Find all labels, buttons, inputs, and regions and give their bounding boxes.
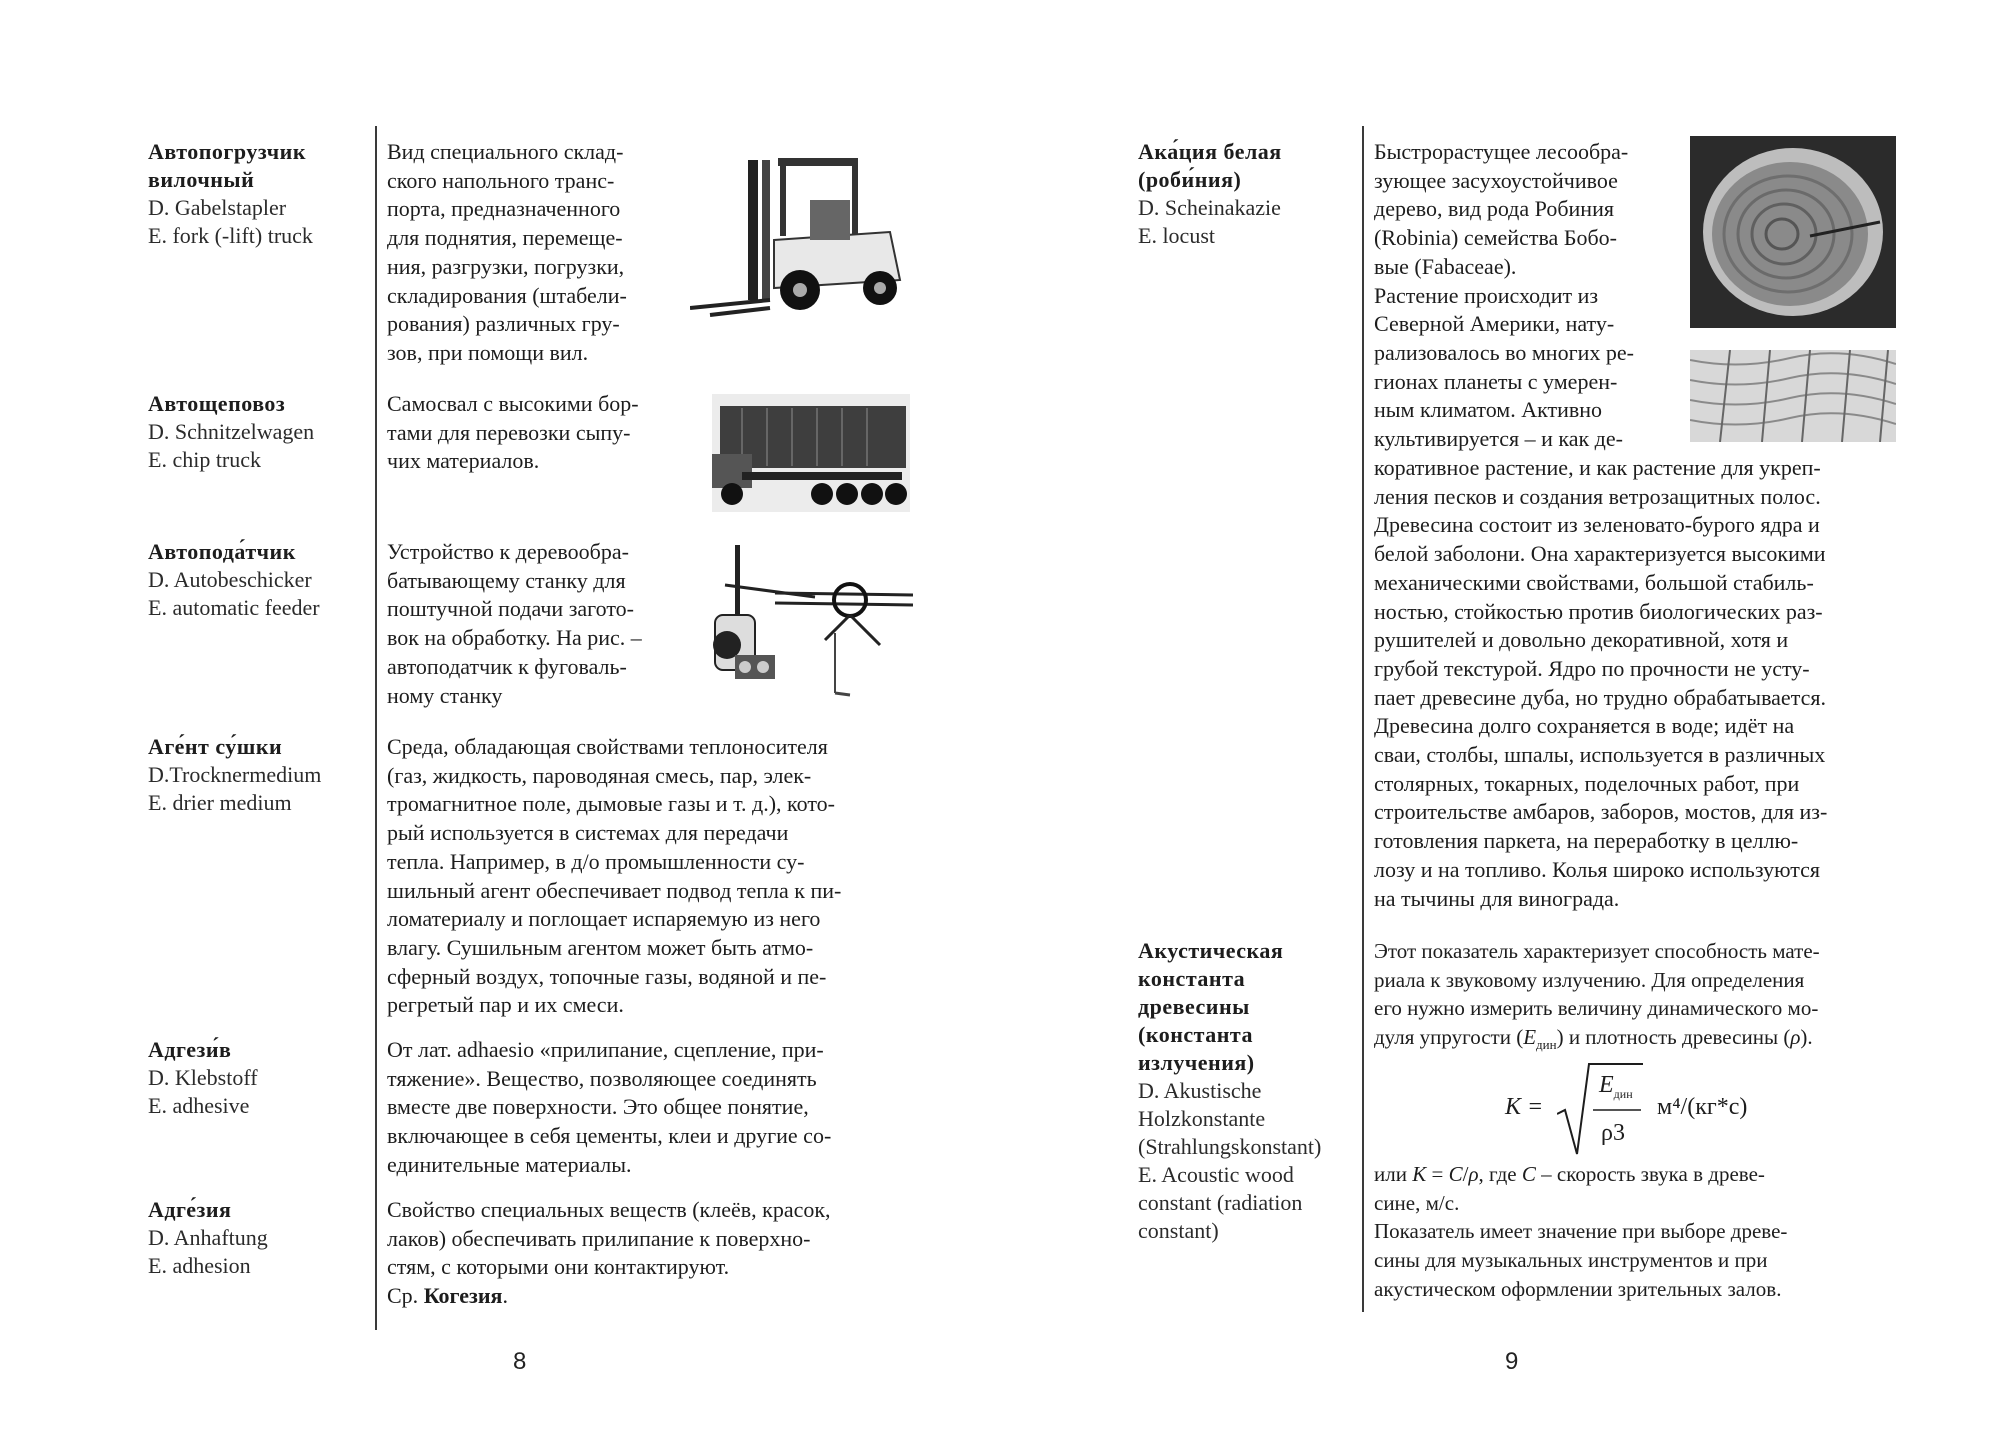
term-de: D.Trocknermedium bbox=[148, 762, 322, 787]
def-line: включающее в себя цементы, клеи и другие со- bbox=[387, 1123, 832, 1149]
def-line: лаков) обеспечивать прилипание к поверхно- bbox=[387, 1225, 811, 1251]
def-line: стям, с которыми они контактируют. bbox=[387, 1254, 730, 1280]
term-head: Акустическая bbox=[1138, 938, 1284, 963]
term-head: древесины bbox=[1138, 994, 1250, 1019]
def-line: Свойство специальных веществ (клеёв, красок, bbox=[387, 1197, 831, 1222]
text-run: / bbox=[1462, 1162, 1469, 1186]
forklift-illustration bbox=[690, 150, 915, 320]
formula-lhs: K = bbox=[1505, 1094, 1544, 1120]
symbol-K: K bbox=[1412, 1162, 1427, 1186]
term-en: E. automatic feeder bbox=[148, 595, 320, 620]
term-head: излучения) bbox=[1138, 1050, 1255, 1075]
column-divider bbox=[375, 126, 377, 1330]
def-line: ния, разгрузки, погрузки, bbox=[387, 253, 625, 279]
def-line: Среда, обладающая свойствами теплоносителя bbox=[387, 734, 828, 759]
term-en: E. chip truck bbox=[148, 447, 262, 472]
text-run: ) и плотность древесины ( bbox=[1556, 1025, 1791, 1050]
def-line: тяжение». Вещество, позволяющее соединять bbox=[387, 1065, 817, 1091]
term-en: E. locust bbox=[1138, 223, 1215, 248]
def-line: сине, м/с. bbox=[1374, 1190, 1460, 1215]
term-chip-truck bbox=[148, 390, 314, 474]
def-line: риала к звуковому излучению. Для определения bbox=[1374, 967, 1805, 992]
def-line: Показатель имеет значение при выборе древе- bbox=[1374, 1219, 1788, 1244]
def-line: рый используется в системах для передачи bbox=[387, 820, 789, 846]
def-line bbox=[1374, 1160, 1892, 1189]
text-run: ). bbox=[1800, 1025, 1813, 1050]
def-line: Самосвал с высокими бор- bbox=[387, 391, 639, 416]
def-line: автоподатчик к фуговаль- bbox=[387, 653, 627, 679]
term-en: E. drier medium bbox=[148, 790, 292, 815]
term-head: (роби́ния) bbox=[1138, 167, 1242, 192]
term-head: Автощеповоз bbox=[148, 391, 286, 416]
chip-truck-photo bbox=[712, 394, 910, 512]
def-line: его нужно измерить величину динамического мо- bbox=[1374, 996, 1819, 1021]
def-line: Северной Америки, нату- bbox=[1374, 311, 1615, 337]
definition-adhesive bbox=[387, 1036, 905, 1180]
subscript: дин bbox=[1613, 1086, 1633, 1101]
def-line: строительстве амбаров, заборов, мостов, для из- bbox=[1374, 799, 1828, 825]
term-translation: E. Acoustic wood bbox=[1138, 1162, 1294, 1187]
term-adhesive bbox=[148, 1036, 258, 1120]
def-line: ления песков и создания ветрозащитных полос. bbox=[1374, 483, 1821, 509]
term-de: D. Gabelstapler bbox=[148, 195, 287, 220]
term-de: D. Scheinakazie bbox=[1138, 195, 1281, 220]
term-de: D. Schnitzelwagen bbox=[148, 419, 315, 444]
term-en: E. adhesive bbox=[148, 1093, 250, 1118]
definition-acoustic-bottom bbox=[1374, 1160, 1892, 1304]
def-line: дерево, вид рода Робиния bbox=[1374, 196, 1614, 222]
term-translation: Holzkonstante bbox=[1138, 1106, 1266, 1131]
def-line: тами для перевозки сыпу- bbox=[387, 419, 631, 445]
subscript: дин bbox=[1536, 1037, 1557, 1053]
def-line: Этот показатель характеризует способность мате- bbox=[1374, 939, 1820, 963]
def-line: тромагнитное поле, дымовые газы и т. д.), кото- bbox=[387, 791, 835, 817]
def-line: влагу. Сушильным агентом может быть атмо- bbox=[387, 934, 814, 960]
def-line: белой заболони. Она характеризуется высокими bbox=[1374, 541, 1826, 567]
def-line: зов, при помощи вил. bbox=[387, 339, 589, 365]
term-translation: constant (radiation bbox=[1138, 1190, 1303, 1215]
automatic-feeder-illustration bbox=[705, 545, 915, 700]
def-line: складирования (штабели- bbox=[387, 282, 627, 308]
text-run: – скорость звука в древе- bbox=[1535, 1162, 1765, 1186]
term-de: D. Klebstoff bbox=[148, 1065, 258, 1090]
def-line: поштучной подачи загото- bbox=[387, 596, 634, 622]
term-translation: D. Akustische bbox=[1138, 1078, 1262, 1103]
def-line: Древесина состоит из зеленовато-бурого ядра и bbox=[1374, 512, 1820, 538]
def-line: От лат. adhaesio «прилипание, сцепление, при- bbox=[387, 1037, 824, 1062]
symbol-C: C bbox=[1448, 1162, 1463, 1186]
definition-acacia-wide bbox=[1374, 454, 1892, 913]
def-line: шильный агент обеспечивает подвод тепла к пи- bbox=[387, 877, 842, 903]
page-number: 9 bbox=[1505, 1348, 1519, 1375]
text-run: = bbox=[1426, 1162, 1449, 1186]
def-line: (Robinia) семейства Бобо- bbox=[1374, 225, 1617, 251]
text-run: дуля упругости ( bbox=[1374, 1025, 1524, 1050]
def-line: грубой текстурой. Ядро по прочности не усту- bbox=[1374, 655, 1810, 681]
def-line: вые (Fabaceae). bbox=[1374, 253, 1517, 279]
def-line: гионах планеты с умерен- bbox=[1374, 368, 1618, 394]
term-translation: (Strahlungskonstant) bbox=[1138, 1134, 1322, 1159]
def-line: регретый пар и их смеси. bbox=[387, 992, 624, 1018]
def-line: батывающему станку для bbox=[387, 567, 626, 593]
def-line: ломатериалу и поглощает испаряемую из него bbox=[387, 906, 821, 932]
def-line: рушителей и довольно декоративной, хотя и bbox=[1374, 627, 1789, 653]
def-line: Вид специального склад- bbox=[387, 139, 624, 164]
def-line: лозу и на топливо. Колья широко используются bbox=[1374, 856, 1820, 882]
def-line: готовления паркета, на переработку в целлю- bbox=[1374, 828, 1799, 854]
def-line: порта, предназначенного bbox=[387, 196, 621, 222]
cross-reference bbox=[387, 1282, 905, 1311]
def-line: Устройство к деревообра- bbox=[387, 539, 629, 564]
definition-acacia-narrow bbox=[1374, 138, 1672, 454]
symbol-rho: ρ bbox=[1468, 1162, 1479, 1186]
ref-suffix: . bbox=[502, 1283, 508, 1309]
def-line bbox=[1374, 1023, 1892, 1060]
def-line: чих материалов. bbox=[387, 448, 540, 474]
acoustic-formula bbox=[1505, 1058, 1805, 1158]
formula-denominator: ρ3 bbox=[1601, 1120, 1625, 1146]
symbol-C: C bbox=[1521, 1162, 1536, 1186]
term-drier-medium bbox=[148, 733, 321, 817]
def-line: Древесина долго сохраняется в воде; идёт на bbox=[1374, 713, 1795, 739]
term-adhesion bbox=[148, 1196, 268, 1280]
definition-acoustic-top bbox=[1374, 937, 1892, 1060]
def-line: рования) различных гру- bbox=[387, 311, 620, 337]
term-acoustic-constant bbox=[1138, 937, 1321, 1245]
term-de: D. Autobeschicker bbox=[148, 567, 312, 592]
term-head: (константа bbox=[1138, 1022, 1253, 1047]
def-line: сваи, столбы, шпалы, используется в различных bbox=[1374, 742, 1826, 768]
term-acacia bbox=[1138, 138, 1282, 250]
def-line: ностью, стойкостью против биологических раз- bbox=[1374, 598, 1823, 624]
def-line: рализовалось во многих ре- bbox=[1374, 339, 1634, 365]
term-automatic-feeder bbox=[148, 538, 320, 622]
term-translation: constant) bbox=[1138, 1218, 1219, 1243]
def-line: вок на обработку. На рис. – bbox=[387, 625, 642, 651]
term-head: Адгези́в bbox=[148, 1037, 232, 1062]
def-line: пает древесине дуба, но трудно обрабатывается. bbox=[1374, 684, 1826, 710]
term-head: Ака́ция белая bbox=[1138, 139, 1282, 164]
formula-numerator bbox=[1599, 1072, 1633, 1102]
definition-adhesion bbox=[387, 1196, 905, 1311]
text-run: , где bbox=[1478, 1162, 1522, 1186]
definition-drier-medium bbox=[387, 733, 905, 1020]
def-line: тепла. Например, в д/о промышленности су- bbox=[387, 848, 805, 874]
def-line: ным климатом. Активно bbox=[1374, 397, 1603, 423]
term-de: D. Anhaftung bbox=[148, 1225, 268, 1250]
column-divider bbox=[1362, 126, 1364, 1312]
def-line: культивируется – и как де- bbox=[1374, 426, 1623, 452]
def-line: сины для музыкальных инструментов и при bbox=[1374, 1248, 1768, 1273]
def-line: единительные материалы. bbox=[387, 1151, 632, 1177]
symbol-rho: ρ bbox=[1790, 1025, 1801, 1050]
wood-cross-section-photo bbox=[1690, 136, 1896, 328]
def-line: сферный воздух, топочные газы, водяной и пе- bbox=[387, 963, 827, 989]
def-line: акустическом оформлении зрительных залов. bbox=[1374, 1276, 1782, 1301]
def-line: для поднятия, перемеще- bbox=[387, 225, 623, 251]
def-line: зующее засухоустойчивое bbox=[1374, 167, 1618, 193]
symbol-E: E bbox=[1599, 1072, 1614, 1098]
term-head: Автопода́тчик bbox=[148, 539, 296, 564]
term-head: Адге́зия bbox=[148, 1197, 232, 1222]
definition-forklift bbox=[387, 138, 679, 368]
wood-texture-photo bbox=[1690, 350, 1896, 442]
def-line: (газ, жидкость, пароводяная смесь, пар, элек- bbox=[387, 762, 812, 788]
definition-chip-truck bbox=[387, 390, 685, 476]
def-line: коративное растение, и как растение для укреп- bbox=[1374, 455, 1821, 480]
symbol-E: E bbox=[1523, 1025, 1537, 1050]
def-line: вместе две поверхности. Это общее понятие, bbox=[387, 1094, 809, 1120]
right-page bbox=[1000, 0, 2000, 1448]
definition-automatic-feeder bbox=[387, 538, 685, 710]
formula-units: м⁴/(кг*с) bbox=[1657, 1094, 1748, 1120]
term-head: Автопогрузчик bbox=[148, 139, 307, 164]
def-line: на тычины для винограда. bbox=[1374, 885, 1620, 911]
def-line: Быстрорастущее лесообра- bbox=[1374, 139, 1629, 164]
def-line: столярных, токарных, поделочных работ, при bbox=[1374, 770, 1800, 796]
term-head: вилочный bbox=[148, 167, 255, 192]
def-line: механическими свойствами, большой стабиль- bbox=[1374, 569, 1814, 595]
term-head: Аге́нт су́шки bbox=[148, 734, 283, 759]
ref-prefix: Ср. bbox=[387, 1283, 424, 1309]
ref-term: Когезия bbox=[423, 1283, 503, 1309]
page-number: 8 bbox=[513, 1348, 527, 1375]
term-en: E. adhesion bbox=[148, 1253, 251, 1278]
def-line: Растение происходит из bbox=[1374, 282, 1599, 308]
term-forklift bbox=[148, 138, 313, 250]
term-en: E. fork (-lift) truck bbox=[148, 223, 313, 248]
text-run: или bbox=[1374, 1162, 1413, 1186]
def-line: ному станку bbox=[387, 682, 503, 708]
term-head: константа bbox=[1138, 966, 1246, 991]
def-line: ского напольного транс- bbox=[387, 167, 615, 193]
